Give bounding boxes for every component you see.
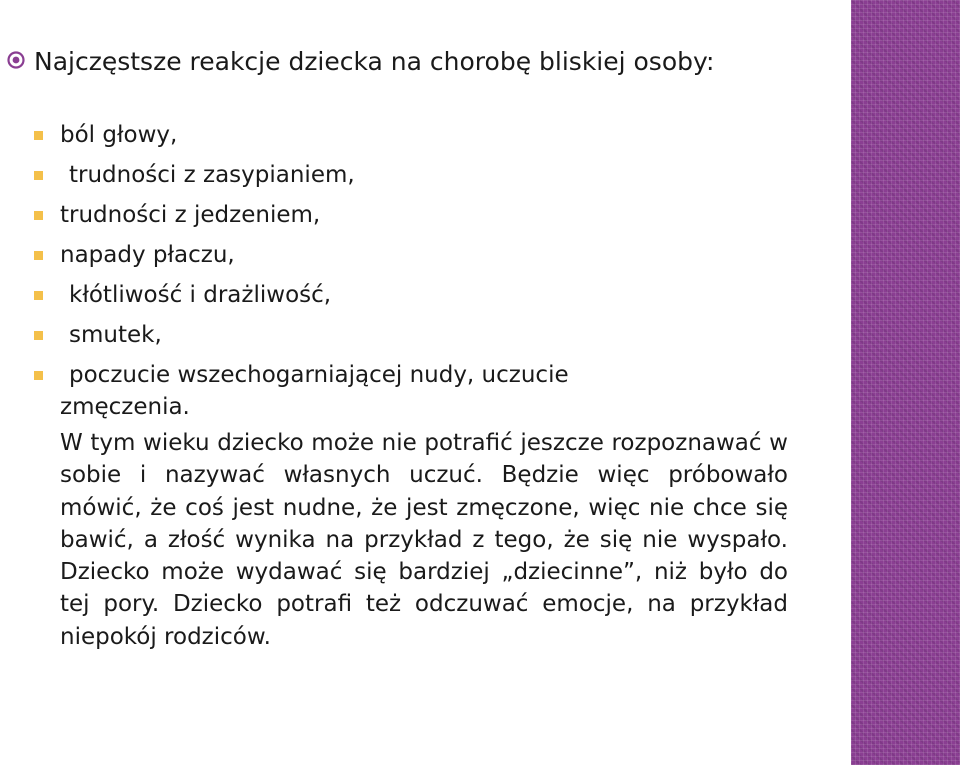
circle-bullet-icon — [6, 50, 26, 70]
list-item-text: ból głowy, — [60, 122, 178, 148]
body-paragraph: W tym wieku dziecko może nie potrafić jeszcze rozpoznawać w sobie i nazywać własnych uczuć. Będzie więc próbowało mówić, że coś jest nudne, że jest zmęczone, więc nie chce się bawić, a złość wynika na przykład z tego, że się nie wyspało. Dziecko może wydawać się bardziej „dziecinne”, niż było do tej pory. Dziecko potrafi też odczuwać emocje, na przykład niepokój rodziców. — [60, 430, 788, 650]
square-bullet-icon — [34, 211, 43, 220]
list-item-text: kłótliwość i drażliwość, — [69, 282, 332, 308]
square-bullet-icon — [34, 251, 43, 260]
square-bullet-icon — [34, 171, 43, 180]
list-item-text: poczucie wszechogarniającej nudy, uczucie — [69, 362, 569, 388]
square-bullet-icon — [34, 291, 43, 300]
slide-title: Najczęstsze reakcje dziecka na chorobę bliskiej osoby: — [34, 47, 715, 76]
list-item-text: trudności z zasypianiem, — [69, 162, 355, 188]
square-bullet-icon — [34, 371, 43, 380]
list-item-text: napady płaczu, — [60, 242, 235, 268]
square-bullet-icon — [34, 131, 43, 140]
list-item-text: trudności z jedzeniem, — [60, 202, 321, 228]
list-item-text-continuation: zmęczenia. — [60, 394, 190, 420]
square-bullet-icon — [34, 331, 43, 340]
decorative-side-panel — [851, 0, 960, 765]
list-item-text: smutek, — [69, 322, 162, 348]
